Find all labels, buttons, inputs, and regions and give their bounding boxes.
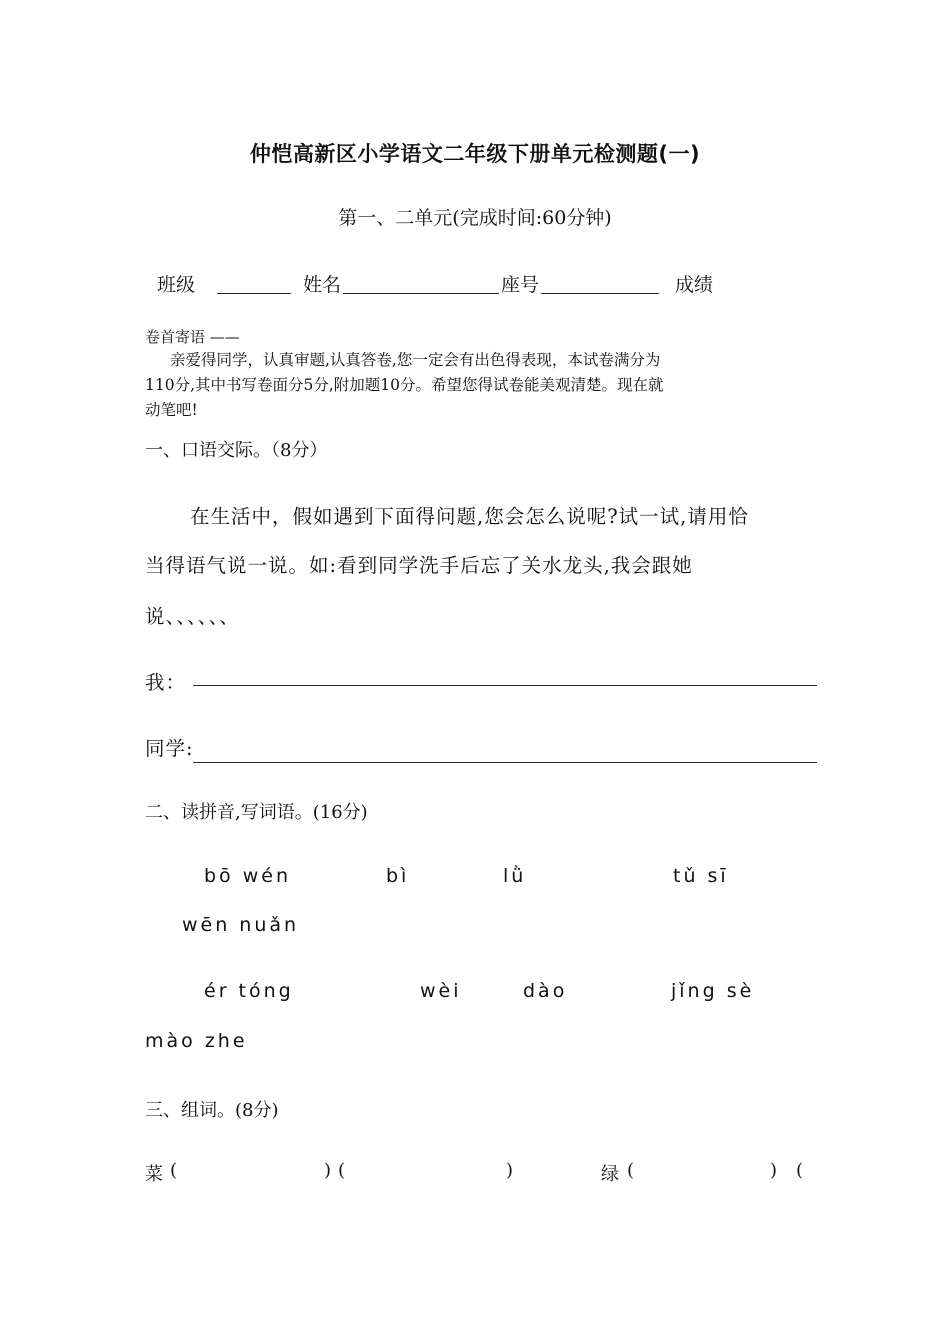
seat-blank [541, 275, 659, 294]
pinyin-6: ér tóng [204, 980, 294, 1002]
page-subtitle: 第一、二单元(完成时间:60分钟) [338, 207, 612, 229]
pinyin-8: dào [523, 980, 568, 1002]
class-blank [217, 275, 291, 294]
pinyin-4: tǔ sī [673, 865, 729, 887]
paren-close-2: ) [506, 1160, 514, 1181]
pinyin-3: lǜ [503, 865, 527, 887]
section-2-heading: 二、读拼音,写词语。(16分) [145, 802, 368, 823]
pinyin-1: bō wén [204, 865, 291, 887]
preface-heading: 卷首寄语 —— [145, 328, 240, 346]
section-1-line-3: 说、、、、、、 [145, 605, 240, 628]
score-label: 成绩 [675, 274, 714, 296]
section-1-line-2: 当得语气说一说。如:看到同学洗手后忘了关水龙头,我会跟她 [145, 554, 693, 577]
paren-open-4: ( [796, 1160, 804, 1181]
paren-open-2: ( [338, 1160, 346, 1181]
pinyin-9: jǐng sè [671, 980, 755, 1002]
class-label: 班级 [157, 274, 196, 296]
page-title: 仲恺高新区小学语文二年级下册单元检测题(一) [249, 142, 701, 166]
preface-line-2: 110分,其中书写卷面分5分,附加题10分。希望您得试卷能美观清楚。现在就 [145, 376, 664, 394]
section-3-heading: 三、组词。(8分) [145, 1100, 279, 1121]
seat-label: 座号 [501, 274, 540, 296]
paren-close-3: ) [770, 1160, 778, 1181]
pinyin-7: wèi [420, 980, 462, 1002]
student-info-row [157, 270, 713, 297]
paren-open-1: ( [170, 1160, 178, 1181]
pinyin-5: wēn nuǎn [182, 914, 300, 936]
preface-line-3: 动笔吧! [145, 401, 198, 419]
group-char-2: 绿 [601, 1164, 619, 1185]
pinyin-2: bì [386, 865, 410, 887]
classmate-label: 同学: [145, 737, 194, 760]
name-blank [343, 275, 499, 294]
pinyin-10: mào zhe [145, 1030, 248, 1052]
group-char-1: 菜 [145, 1164, 163, 1185]
me-label: 我： [145, 671, 187, 694]
me-answer-line [193, 685, 817, 686]
name-label: 姓名 [303, 274, 342, 296]
section-1-line-1: 在生活中，假如遇到下面得问题,您会怎么说呢?试一试,请用恰 [190, 505, 749, 528]
paren-open-3: ( [627, 1160, 635, 1181]
paren-close-1: ) [324, 1160, 332, 1181]
classmate-answer-line [193, 762, 817, 763]
preface-line-1: 亲爱得同学，认真审题,认真答卷,您一定会有出色得表现，本试卷满分为 [170, 351, 661, 369]
section-1-heading: 一、口语交际。（8分） [145, 440, 328, 461]
